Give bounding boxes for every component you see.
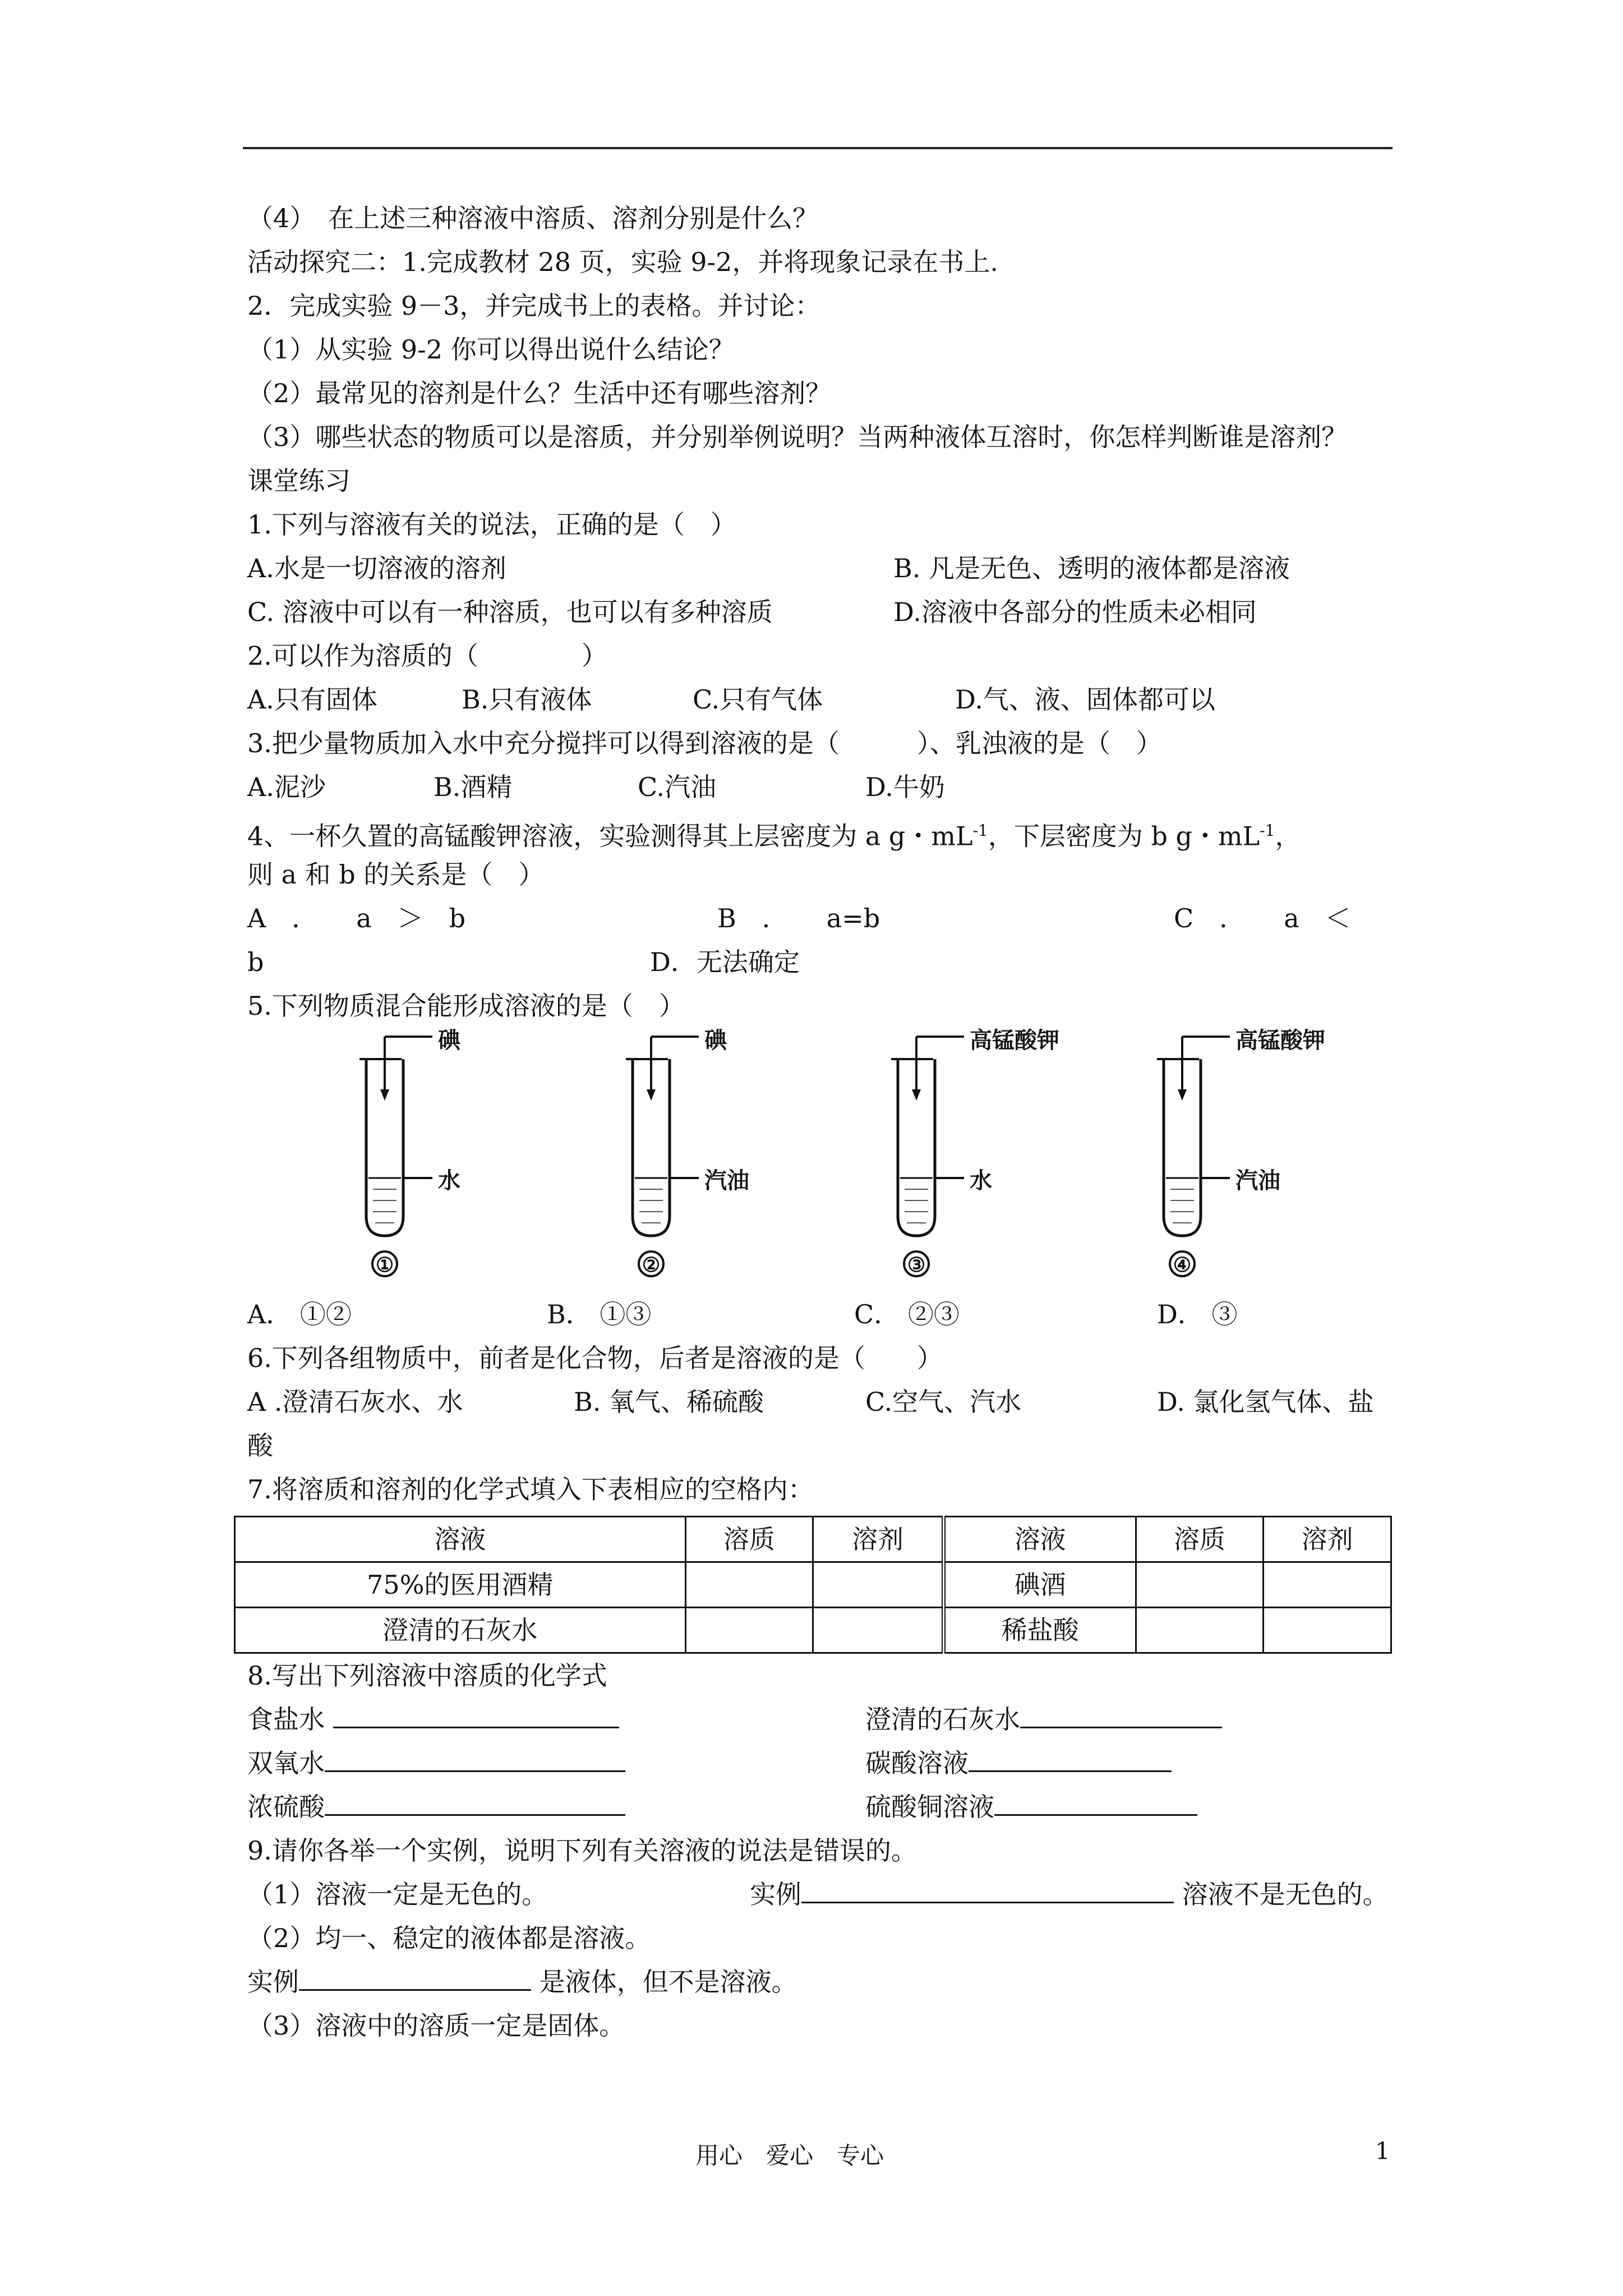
tube-4-solute-label: 高锰酸钾 (1235, 1027, 1325, 1053)
q1-option-a: A.水是一切溶液的溶剂 (247, 553, 506, 583)
answer-blank[interactable] (299, 1961, 531, 1991)
q8-label: 硫酸铜溶液 (865, 1792, 994, 1822)
q4-stem-part3: ， (1275, 821, 1301, 852)
activity2-q3: （3）哪些状态的物质可以是溶质，并分别举例说明？当两种液体互溶时，你怎样判断谁是溶剂？ (247, 422, 1348, 452)
q4-option-c: C ． a ＜ (1174, 903, 1351, 933)
table-row (235, 1608, 1391, 1653)
question-9-s2-example (247, 1960, 1414, 2004)
q2-option-c: C.只有气体 (693, 684, 823, 715)
table-cell-solvent-blank[interactable] (1264, 1608, 1391, 1653)
table-cell-solute-blank[interactable] (1136, 1562, 1264, 1608)
q4-unit-exponent-1: -1 (972, 821, 988, 840)
test-tube-figure (247, 1027, 1414, 1289)
q5-option-d: D． ③ (1157, 1299, 1238, 1329)
table-row (235, 1562, 1391, 1608)
section-title: 课堂练习 (247, 466, 351, 496)
q8-item-left-3 (247, 1785, 625, 1829)
table-header-row (235, 1517, 1391, 1562)
q3-option-d: D.牛奶 (865, 772, 945, 802)
answer-blank[interactable] (801, 1874, 1174, 1903)
footer-motto: 用心 爱心 专心 (695, 2142, 884, 2169)
table-header-cell: 溶剂 (813, 1517, 944, 1562)
answer-blank[interactable] (333, 1699, 619, 1728)
q3-option-a: A.泥沙 (247, 772, 326, 802)
question-1-options-row1 (247, 546, 1414, 590)
question-6-options (247, 1380, 1414, 1424)
tube-3-number: ③ (907, 1253, 926, 1277)
table-header-cell: 溶质 (685, 1517, 813, 1562)
q2-option-d: D.气、液、固体都可以 (955, 684, 1215, 715)
q8-item-left-1 (247, 1697, 619, 1741)
table-cell-solute-blank[interactable] (685, 1562, 813, 1608)
question-3-stem: 3.把少量物质加入水中充分搅拌可以得到溶液的是（ ）、乳浊液的是（ ） (247, 728, 1162, 758)
tube-3-solute-label: 高锰酸钾 (970, 1027, 1059, 1053)
tube-2-solvent-label: 汽油 (704, 1167, 749, 1194)
question-4-stem (247, 809, 1414, 853)
table-cell-solute-blank[interactable] (685, 1608, 813, 1653)
q9-s2-tail: 是液体，但不是溶液。 (539, 1967, 797, 1997)
q5-option-b: B． ①③ (547, 1299, 652, 1329)
tube-1-number: ① (375, 1253, 394, 1277)
table-cell-solution: 稀盐酸 (943, 1608, 1136, 1653)
q8-label: 双氧水 (247, 1748, 325, 1778)
question-5-stem: 5.下列物质混合能形成溶液的是（ ） (247, 991, 685, 1021)
q4-stem-part2: ，下层密度为 b g・mL (988, 821, 1260, 852)
q9-s1-tail: 溶液不是无色的。 (1182, 1879, 1389, 1910)
q3-option-b: B.酒精 (434, 772, 513, 802)
q4-option-c-cont: b (247, 947, 264, 977)
question-9-stem: 9.请你各举一个实例，说明下列有关溶液的说法是错误的。 (247, 1835, 917, 1866)
table-cell-solution: 澄清的石灰水 (235, 1608, 686, 1653)
question-4-options-row1 (247, 896, 1414, 940)
q8-item-right-2 (865, 1741, 1172, 1785)
activity2-q1: （1）从实验 9-2 你可以得出说什么结论？ (247, 334, 735, 365)
question-6-option-d-cont: 酸 (247, 1430, 273, 1461)
q6-option-a: A .澄清石灰水、水 (247, 1387, 463, 1417)
q6-option-c: C.空气、汽水 (865, 1387, 1022, 1417)
question-2-options (247, 678, 1414, 721)
q1-option-c: C. 溶液中可以有一种溶质，也可以有多种溶质 (247, 597, 773, 627)
q9-example-label: 实例 (750, 1879, 801, 1910)
answer-blank[interactable] (969, 1742, 1172, 1772)
question-8-row2 (247, 1741, 1414, 1785)
table-header-cell: 溶剂 (1264, 1517, 1391, 1562)
q9-s1-statement: （1）溶液一定是无色的。 (247, 1879, 548, 1910)
question-4-options-row2 (247, 940, 1414, 984)
q8-label: 碳酸溶液 (865, 1748, 969, 1778)
table-header-cell: 溶质 (1136, 1517, 1264, 1562)
q2-option-b: B.只有液体 (462, 684, 592, 715)
answer-blank[interactable] (1020, 1699, 1222, 1728)
q6-option-b: B. 氧气、稀硫酸 (574, 1387, 764, 1417)
table-cell-solvent-blank[interactable] (813, 1608, 944, 1653)
q8-label: 食盐水 (247, 1704, 325, 1734)
q1-option-b: B. 凡是无色、透明的液体都是溶液 (893, 553, 1290, 583)
question-8-row1 (247, 1697, 1414, 1741)
tube-2-solute-label: 碘 (704, 1027, 727, 1053)
tube-4-number: ④ (1173, 1253, 1192, 1277)
test-tube-2 (626, 1027, 794, 1289)
q8-label: 澄清的石灰水 (865, 1704, 1020, 1734)
question-4-stem-line2: 则 a 和 b 的关系是（ ） (247, 859, 545, 890)
question-1-options-row2 (247, 590, 1414, 634)
answer-blank[interactable] (325, 1786, 625, 1816)
solute-solvent-table (234, 1516, 1392, 1654)
q4-option-a: A ． a ＞ b (247, 903, 466, 933)
activity2-q2: （2）最常见的溶剂是什么？生活中还有哪些溶剂？ (247, 378, 832, 408)
page-number: 1 (1375, 2137, 1390, 2165)
tube-3-solvent-label: 水 (970, 1167, 992, 1194)
q9-s1-example (750, 1872, 1389, 1916)
question-9-s3: （3）溶液中的溶质一定是固体。 (247, 2010, 625, 2041)
tube-1-solute-label: 碘 (438, 1027, 460, 1053)
q5-option-c: C． ②③ (854, 1299, 960, 1329)
question-7-stem: 7.将溶质和溶剂的化学式填入下表相应的空格内： (247, 1474, 814, 1504)
question-9-s2: （2）均一、稳定的液体都是溶液。 (247, 1923, 651, 1953)
q2-option-a: A.只有固体 (247, 684, 377, 715)
q4-sub-question: （4） 在上述三种溶液中溶质、溶剂分别是什么？ (247, 203, 819, 233)
question-5-options (247, 1292, 1414, 1336)
table-cell-solution: 碘酒 (943, 1562, 1136, 1608)
q5-option-a: A． ①② (247, 1299, 352, 1329)
q4-unit-exponent-2: -1 (1260, 821, 1275, 840)
q6-option-d: D. 氯化氢气体、盐 (1157, 1387, 1374, 1417)
question-6-stem: 6.下列各组物质中，前者是化合物，后者是溶液的是（ ） (247, 1343, 943, 1373)
question-9-s1 (247, 1872, 1414, 1916)
q4-option-d: D．无法确定 (650, 947, 800, 977)
q8-label: 浓硫酸 (247, 1792, 325, 1822)
answer-blank[interactable] (994, 1786, 1197, 1816)
test-tube-4 (1157, 1027, 1325, 1289)
answer-blank[interactable] (325, 1742, 625, 1772)
question-8-row3 (247, 1785, 1414, 1829)
question-3-options (247, 765, 1414, 809)
tube-4-solvent-label: 汽油 (1235, 1167, 1280, 1194)
q1-option-d: D.溶液中各部分的性质未必相同 (893, 597, 1257, 627)
q4-stem-part1: 4、一杯久置的高锰酸钾溶液，实验测得其上层密度为 a g・mL (247, 821, 973, 852)
activity2-line2: 2．完成实验 9－3，并完成书上的表格。并讨论： (247, 291, 821, 321)
q8-item-right-3 (865, 1785, 1197, 1829)
table-cell-solvent-blank[interactable] (1264, 1562, 1391, 1608)
table-header-cell: 溶液 (943, 1517, 1136, 1562)
header-rule (243, 147, 1393, 149)
q8-item-left-2 (247, 1741, 625, 1785)
table-cell-solution: 75%的医用酒精 (235, 1562, 686, 1608)
tube-1-solvent-label: 水 (438, 1167, 460, 1194)
q9-example-label: 实例 (247, 1967, 299, 1997)
tube-2-number: ② (642, 1253, 661, 1277)
table-cell-solvent-blank[interactable] (813, 1562, 944, 1608)
table-cell-solute-blank[interactable] (1136, 1608, 1264, 1653)
test-tube-1 (359, 1027, 528, 1289)
question-1-stem: 1.下列与溶液有关的说法，正确的是（ ） (247, 509, 736, 540)
q4-option-b: B ． a=b (717, 903, 880, 933)
q8-item-right-1 (865, 1697, 1222, 1741)
table-header-cell: 溶液 (235, 1517, 686, 1562)
question-8-stem: 8.写出下列溶液中溶质的化学式 (247, 1660, 607, 1691)
activity2-line1: 活动探究二：1.完成教材 28 页，实验 9-2，并将现象记录在书上. (247, 247, 998, 277)
question-2-stem: 2.可以作为溶质的（ ） (247, 641, 607, 671)
test-tube-3 (891, 1027, 1059, 1289)
q3-option-c: C.汽油 (638, 772, 717, 802)
worksheet-content (247, 196, 1414, 2047)
